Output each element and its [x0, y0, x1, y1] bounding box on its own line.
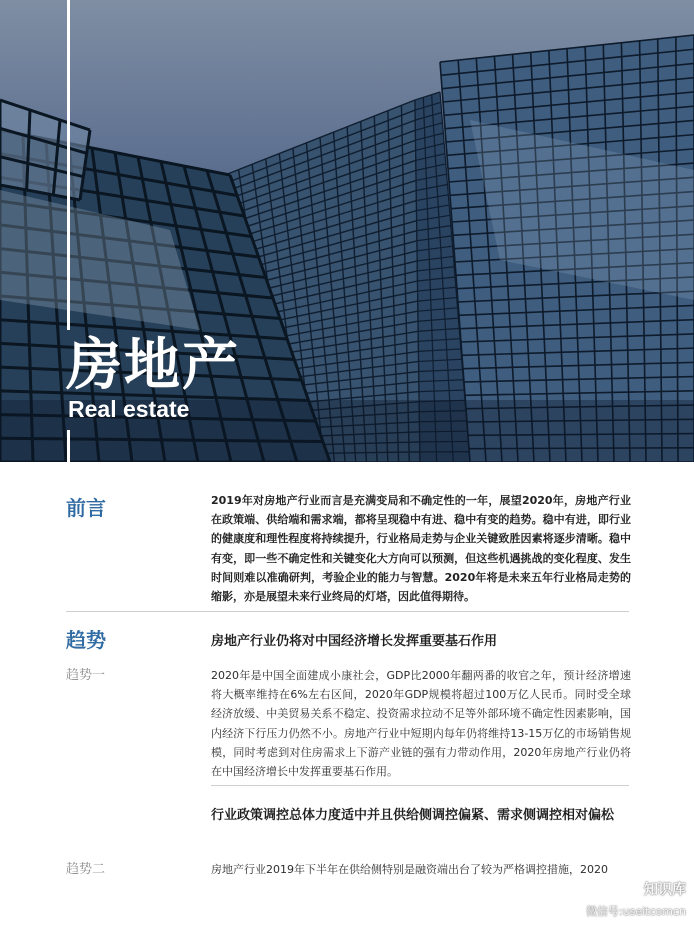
hero-banner	[0, 0, 694, 462]
watermark-name: 知识库	[644, 882, 686, 898]
watermark	[586, 880, 686, 920]
trend-1-paragraph: 2020年是中国全面建成小康社会，GDP比2000年翻两番的收官之年，预计经济增速将大概率维持在6%左右区间，2020年GDP规模将超过100万亿人民币。同时受全球经济放缓、中美贸易关系不稳定、投资需求拉动不足等外部环境不确定性因素影响，国内经济下行压力仍然不小。房地产行业中短期内每年仍将维持13-15万亿的市场销售规模，同时考虑到对住房需求上下游产业链的强有力带动作用，2020年房地产行业仍将在中国经济增长中发挥重要基石作用。	[211, 669, 631, 779]
hero-title-english: Real estate	[68, 396, 190, 422]
trends-heading: 趋势	[66, 628, 106, 652]
trend-1-label: 趋势一	[66, 668, 106, 683]
trend-2-paragraph: 房地产行业2019年下半年在供给侧特别是融资端出台了较为严格调控措施，2020	[211, 863, 608, 876]
hero-accent-line-bottom	[67, 430, 70, 462]
preface-paragraph: 2019年对房地产行业而言是充满变局和不确定性的一年，展望2020年，房地产行业在政策端、供给端和需求端，都将呈现稳中有进、稳中有变的趋势。稳中有进，即行业的健康度和理性程度将持续提升，行业格局走势与企业关键致胜因素将逐步清晰。稳中有变，即一些不确定性和关键变化大方向可以预测，但这些机遇挑战的变化程度、发生时间则难以准确研判，考验企业的能力与智慧。2020年将是未来五年行业格局走势的缩影，亦是展望未来行业终局的灯塔，因此值得期待。	[211, 494, 631, 604]
preface-heading: 前言	[66, 496, 106, 520]
trend-2-label: 趋势二	[66, 862, 106, 877]
trend-1-title: 房地产行业仍将对中国经济增长发挥重要基石作用	[211, 634, 498, 649]
trend-divider	[211, 785, 629, 786]
wechat-icon	[616, 881, 638, 899]
trend-2-title: 行业政策调控总体力度适中并且供给侧调控偏紧、需求侧调控相对偏松	[211, 808, 615, 823]
hero-title-chinese: 房地产	[66, 333, 240, 398]
hero-accent-line-top	[67, 0, 70, 330]
watermark-account: 微信号:useitcomcn	[585, 905, 686, 918]
section-divider	[66, 611, 629, 612]
